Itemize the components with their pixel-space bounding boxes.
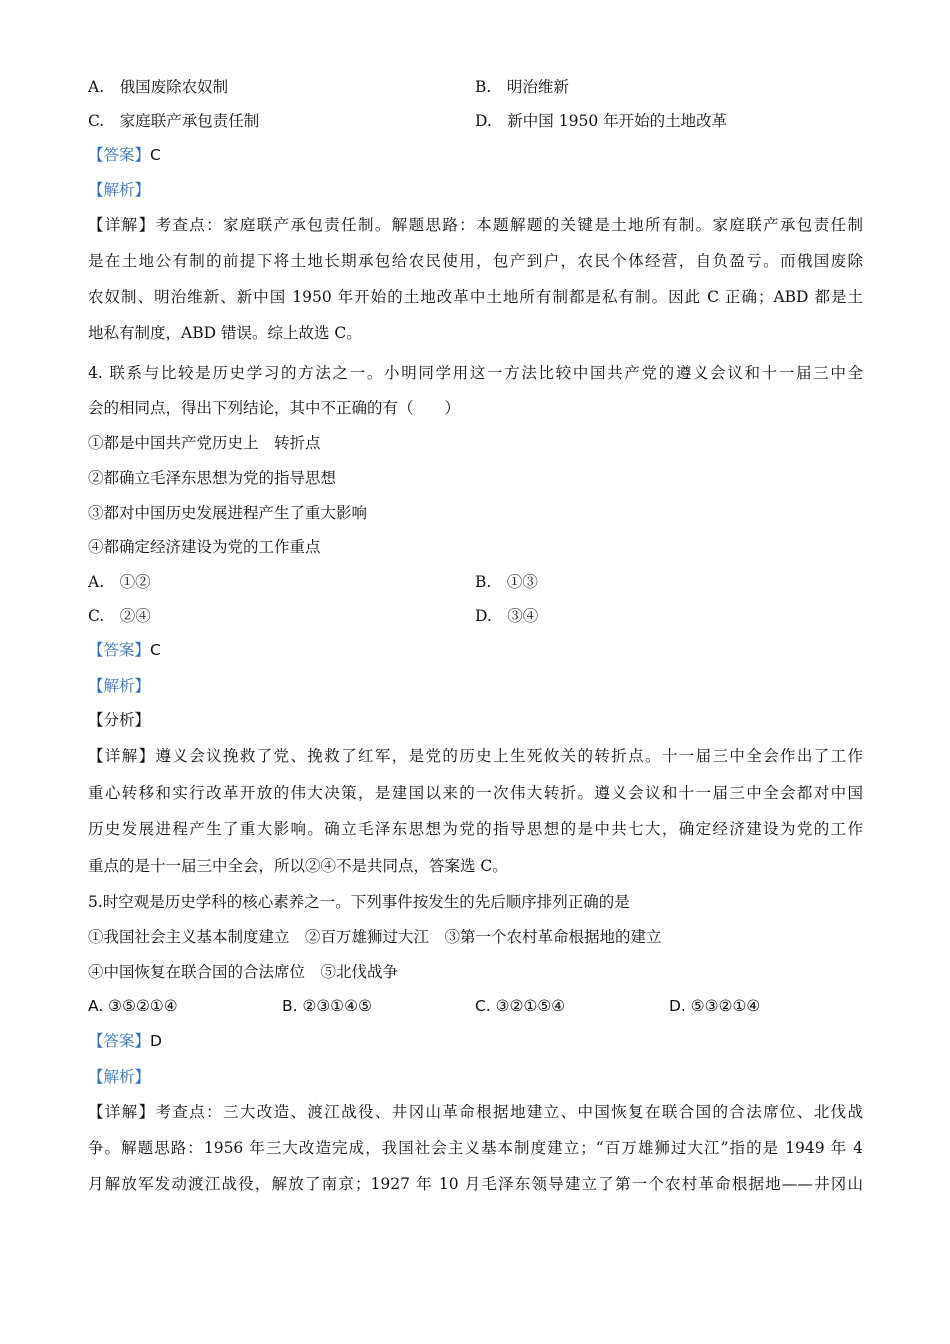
q4-answer (88, 640, 161, 660)
q5-option-c: C. ③②①⑤④ (475, 997, 566, 1015)
q3-answer (88, 145, 161, 165)
answer-value: C (150, 146, 161, 164)
answer-label: 【答案】 (88, 146, 151, 164)
q4-detail-line: 【详解】遵义会议挽救了党、挽救了红军，是党的历史上生死攸关的转折点。十一届三中全会作出了工作 (88, 747, 863, 765)
q3-option-d: D. 新中国 1950 年开始的土地改革 (475, 112, 728, 130)
q3-analysis-label: 【解析】 (88, 181, 151, 199)
q4-option-d: D. ③④ (475, 607, 539, 625)
q4-stem-line: 会的相同点，得出下列结论，其中不正确的有（ ） (88, 399, 461, 417)
q3-detail-line: 【详解】考查点：家庭联产承包责任制。解题思路：本题解题的关键是土地所有制。家庭联产承包责任制 (88, 216, 863, 234)
answer-value: D (150, 1032, 162, 1050)
q5-option-d: D. ⑤③②①④ (669, 997, 761, 1015)
q4-statement-4: ④都确定经济建设为党的工作重点 (88, 538, 321, 556)
q4-detail-line: 重点的是十一届三中全会，所以②④不是共同点，答案选 C。 (88, 857, 508, 875)
q5-stem: 5.时空观是历史学科的核心素养之一。下列事件按发生的先后顺序排列正确的是 (88, 893, 630, 911)
q5-events-line: ④中国恢复在联合国的合法席位 ⑤北伐战争 (88, 963, 399, 981)
q5-detail-line: 月解放军发动渡江战役，解放了南京；1927 年 10 月毛泽东领导建立了第一个农村革命根据地——井冈山 (88, 1175, 863, 1193)
q3-option-a: A. 俄国废除农奴制 (88, 78, 229, 96)
answer-label: 【答案】 (88, 1032, 151, 1050)
q3-option-b: B. 明治维新 (475, 78, 569, 96)
q4-detail-line: 历史发展进程产生了重大影响。确立毛泽东思想为党的指导思想的是中共七大，确定经济建设为党的工作 (88, 820, 863, 838)
q4-stem-line: 4. 联系与比较是历史学习的方法之一。小明同学用这一方法比较中国共产党的遵义会议和十一届三中全 (88, 364, 863, 382)
q4-analysis-label: 【解析】 (88, 677, 151, 695)
q5-analysis-label: 【解析】 (88, 1068, 151, 1086)
answer-label: 【答案】 (88, 641, 151, 659)
q4-statement-2: ②都确立毛泽东思想为党的指导思想 (88, 469, 337, 487)
q4-statement-3: ③都对中国历史发展进程产生了重大影响 (88, 504, 368, 522)
q5-detail-line: 【详解】考查点：三大改造、渡江战役、井冈山革命根据地建立、中国恢复在联合国的合法席位、北伐战 (88, 1103, 863, 1121)
q3-option-c: C. 家庭联产承包责任制 (88, 112, 260, 130)
q4-fenxi-label: 【分析】 (88, 711, 151, 729)
q4-option-a: A. ①② (88, 573, 151, 591)
q4-detail-line: 重心转移和实行改革开放的伟大决策，是建国以来的一次伟大转折。遵义会议和十一届三中全会都对中国 (88, 784, 863, 802)
answer-value: C (150, 641, 161, 659)
q5-answer (88, 1031, 162, 1051)
q4-option-b: B. ①③ (475, 573, 538, 591)
q5-events-line: ①我国社会主义基本制度建立 ②百万雄狮过大江 ③第一个农村革命根据地的建立 (88, 928, 662, 946)
q3-detail-line: 是在土地公有制的前提下将土地长期承包给农民使用，包产到户，农民个体经营，自负盈亏。而俄国废除 (88, 252, 863, 270)
q5-option-b: B. ②③①④⑤ (282, 997, 372, 1015)
q3-detail-line: 地私有制度，ABD 错误。综上故选 C。 (88, 324, 362, 342)
q4-statement-1: ①都是中国共产党历史上 转折点 (88, 434, 321, 452)
q5-detail-line: 争。解题思路：1956 年三大改造完成，我国社会主义基本制度建立；“百万雄狮过大江”指的是 1949 年 4 (88, 1139, 863, 1157)
q5-option-a: A. ③⑤②①④ (88, 997, 178, 1015)
q4-option-c: C. ②④ (88, 607, 151, 625)
q3-detail-line: 农奴制、明治维新、新中国 1950 年开始的土地改革中土地所有制都是私有制。因此 C 正确；ABD 都是土 (88, 288, 863, 306)
